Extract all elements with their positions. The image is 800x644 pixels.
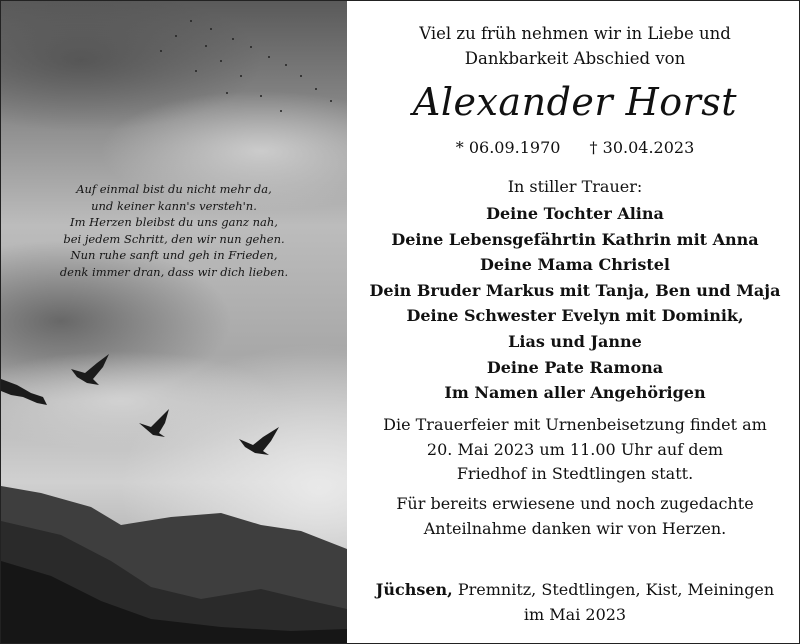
poem-line: Im Herzen bleibst du uns ganz nah, <box>70 215 278 230</box>
poem <box>15 181 333 281</box>
mourner-line: Deine Mama Christel <box>480 255 670 275</box>
places-line <box>351 578 799 603</box>
mourner-line: Im Namen aller Angehörigen <box>444 383 706 403</box>
birth-date: * 06.09.1970 <box>455 138 561 157</box>
mourner-line: Deine Lebensgefährtin Kathrin mit Anna <box>391 229 759 249</box>
intro-line: Viel zu früh nehmen wir in Liebe und <box>419 24 731 43</box>
poem-line: Nun ruhe sanft und geh in Frieden, <box>70 248 278 263</box>
poem-line: bei jedem Schritt, den wir nun gehen. <box>63 231 285 246</box>
life-dates <box>351 136 799 160</box>
intro-line: Dankbarkeit Abschied von <box>464 48 686 68</box>
poem-line: denk immer dran, dass wir dich lieben. <box>59 264 289 279</box>
mourner-line: Lias und Janne <box>508 331 642 351</box>
places-and-date <box>351 578 799 627</box>
ceremony-line: Friedhof in Stedtlingen statt. <box>456 464 694 483</box>
mourner-line: Deine Pate Ramona <box>486 357 664 377</box>
death-date: † 30.04.2023 <box>589 138 695 157</box>
mourner-line: Deine Tochter Alina <box>486 204 664 223</box>
notice-text <box>351 1 799 643</box>
thanks-line: Anteilnahme danken wir von Herzen. <box>423 518 727 538</box>
poem-line: und keiner kann's versteh'n. <box>91 198 257 213</box>
ceremony-info <box>351 413 799 487</box>
intro-text <box>351 22 799 71</box>
memorial-photo <box>1 1 347 643</box>
sky-mountains-geese-image <box>1 1 347 643</box>
thanks-line: Für bereits erwiesene und noch zugedachte <box>396 494 754 513</box>
other-places: Premnitz, Stedtlingen, Kist, Meiningen <box>457 580 775 599</box>
deceased-name: Alexander Horst <box>412 80 738 124</box>
ceremony-line: 20. Mai 2023 um 11.00 Uhr auf dem <box>426 439 724 459</box>
notice-date: im Mai 2023 <box>523 604 627 624</box>
poem-line: Auf einmal bist du nicht mehr da, <box>76 182 272 196</box>
primary-place: Jüchsen, <box>375 580 453 599</box>
mourner-line: Deine Schwester Evelyn mit Dominik, <box>406 306 744 326</box>
mourning-label: In stiller Trauer: <box>507 177 643 196</box>
mourners-list <box>351 201 799 406</box>
mourner-line: Dein Bruder Markus mit Tanja, Ben und Maja <box>369 280 781 300</box>
thanks-text <box>351 492 799 541</box>
ceremony-line: Die Trauerfeier mit Urnenbeisetzung findet am <box>383 415 767 434</box>
